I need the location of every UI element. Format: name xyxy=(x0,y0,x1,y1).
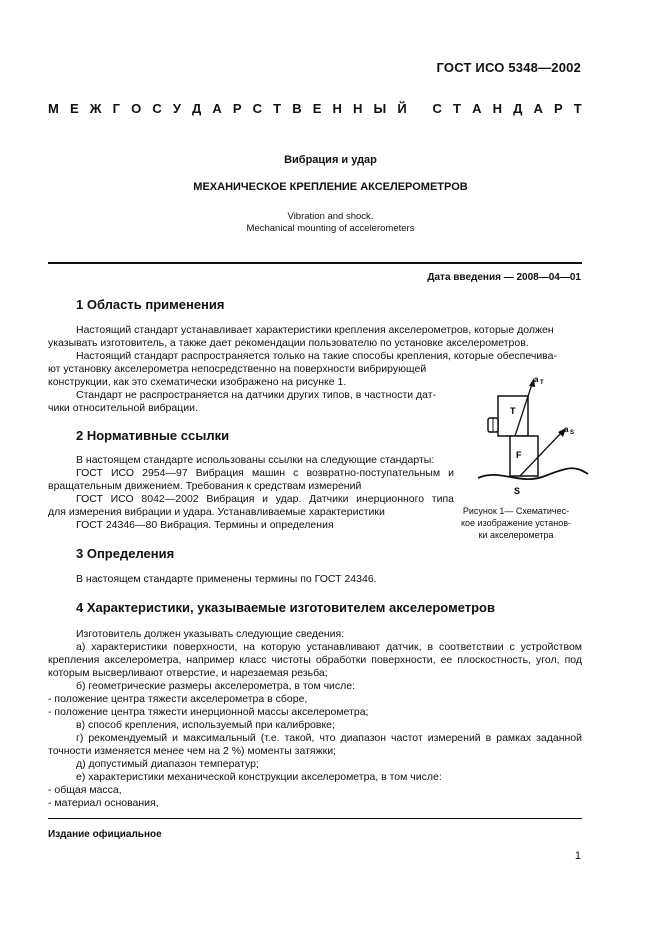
banner-letter: А xyxy=(533,101,543,116)
section-1-heading: 1 Область применения xyxy=(76,297,225,312)
banner-letter: Т xyxy=(453,101,461,116)
text-line: - положение центра тяжести акселерометра в сборе, xyxy=(48,693,308,705)
text-line: чики относительной вибрации. xyxy=(48,402,198,414)
mounting-base xyxy=(510,436,538,476)
caption-line: кое изображение установ- xyxy=(461,518,571,528)
banner-letter: Д xyxy=(192,101,202,116)
accelerometer-housing xyxy=(498,396,528,436)
section-3-heading: 3 Определения xyxy=(76,546,175,561)
text-line: В настоящем стандарте применены термины по ГОСТ 24346. xyxy=(76,573,377,585)
banner-letter: Д xyxy=(513,101,523,116)
text-line: а) характеристики поверхности, на которую устанавливают датчик, в соответствии с устройством xyxy=(76,641,582,653)
text-line: д) допустимый диапазон температур; xyxy=(76,758,259,770)
banner-letter: С xyxy=(252,101,263,116)
banner-letter: Ы xyxy=(373,101,387,116)
figure-1-caption xyxy=(446,505,586,541)
banner-letter: Ж xyxy=(89,101,102,116)
text-line: е) характеристики механической конструкции акселерометра, в том числе: xyxy=(76,771,442,783)
text-line: - общая масса, xyxy=(48,784,122,796)
text-line: указывать изготовитель, а также дает рекомендации пользователю по установке акселерометров. xyxy=(48,337,529,349)
label-f: F xyxy=(516,450,522,460)
text-line: точности изменяется менее чем на 2 %) моменты затяжки; xyxy=(48,745,336,757)
text-line: для измерения вибрации и удара. Устанавливаемые характеристики xyxy=(48,506,385,518)
banner-letter: Е xyxy=(69,101,79,116)
banner-letter: В xyxy=(292,101,302,116)
title-russian-main: МЕХАНИЧЕСКОЕ КРЕПЛЕНИЕ АКСЕЛЕРОМЕТРОВ xyxy=(193,181,468,193)
title-english-line2: Mechanical mounting of accelerometers xyxy=(246,223,415,234)
banner-letter: С xyxy=(152,101,162,116)
section-4-text xyxy=(48,628,582,810)
banner-letter: А xyxy=(212,101,222,116)
banner-letter: Р xyxy=(553,101,563,116)
text-line: которым высверливают отверстие, и нарезаемая резьба; xyxy=(48,667,328,679)
banner-letter: М xyxy=(48,101,59,116)
section-4-heading: 4 Характеристики, указываемые изготовителем акселерометров xyxy=(76,600,495,615)
text-line: ГОСТ 24346—80 Вибрация. Термины и определения xyxy=(76,519,334,531)
title-russian-short: Вибрация и удар xyxy=(284,154,377,166)
text-line: конструкции, как это схематически изображено на рисунке 1. xyxy=(48,376,347,388)
text-line: ГОСТ ИСО 8042—2002 Вибрация и удар. Датчики инерционного типа xyxy=(76,493,454,505)
official-edition-note: Издание официальное xyxy=(48,829,162,840)
label-s: S xyxy=(514,486,521,496)
label-a-t: a xyxy=(534,375,539,384)
text-line: ГОСТ ИСО 2954—97 Вибрация машин с возвратно-поступательным и xyxy=(76,467,454,479)
label-a-s: a xyxy=(564,425,569,434)
text-line: Настоящий стандарт устанавливает характеристики крепления акселерометров, которые должен xyxy=(76,324,554,336)
label-a-t-subscript: T xyxy=(540,380,544,386)
banner-letter: Н xyxy=(492,101,502,116)
footer-rule xyxy=(48,818,582,819)
banner-letter xyxy=(418,101,422,116)
section-2-heading: 2 Нормативные ссылки xyxy=(76,428,230,443)
text-line: в) способ крепления, используемый при калибровке; xyxy=(76,719,335,731)
header-rule xyxy=(48,262,582,264)
banner-letter: О xyxy=(131,101,142,116)
label-a-s-subscript: S xyxy=(570,430,575,436)
banner-letter: Й xyxy=(397,101,407,116)
label-t: T xyxy=(510,406,516,416)
banner-letter: Р xyxy=(232,101,242,116)
banner-letter: Н xyxy=(353,101,363,116)
banner-letter: Н xyxy=(332,101,342,116)
page-number: 1 xyxy=(574,850,581,862)
text-line: - положение центра тяжести инерционной массы акселерометра; xyxy=(48,706,369,718)
document-code: ГОСТ ИСО 5348—2002 xyxy=(436,60,581,75)
text-line: крепления акселерометра, например класс чистоты обработки поверхности, ее плоскостность, угол, под xyxy=(48,654,582,666)
banner-letter: А xyxy=(472,101,482,116)
banner-letter: Г xyxy=(112,101,120,116)
text-line: г) рекомендуемый и максимальный (т.е. такой, что диапазон частот измерений в рамках заданной xyxy=(76,732,582,744)
text-line: вращательным движением. Требования к средствам измерений xyxy=(48,480,362,492)
standard-type-banner xyxy=(48,101,582,116)
banner-letter: Т xyxy=(573,101,582,116)
text-line: ют установку акселерометра непосредственно на поверхности вибрирующей xyxy=(48,363,427,375)
section-2-text xyxy=(48,454,454,532)
banner-letter: У xyxy=(172,101,181,116)
text-line: В настоящем стандарте использованы ссылки на следующие стандарты: xyxy=(76,454,435,466)
banner-letter: Е xyxy=(312,101,322,116)
title-english-line1: Vibration and shock. xyxy=(287,211,374,222)
text-line: б) геометрические размеры акселерометра, в том числе: xyxy=(76,680,356,692)
banner-letter: С xyxy=(432,101,442,116)
section-3-text xyxy=(48,573,582,586)
figure-1-accelerometer-schematic xyxy=(470,368,590,500)
text-line: Стандарт не распространяется на датчики других типов, в частности дат- xyxy=(76,389,437,401)
banner-letter: Т xyxy=(273,101,282,116)
effective-date: Дата введения — 2008—04—01 xyxy=(427,272,581,283)
text-line: - материал основания, xyxy=(48,797,159,809)
caption-line: Рисунок 1— Схематичес- xyxy=(462,506,570,516)
text-line: Настоящий стандарт распространяется только на такие способы крепления, которые обеспечива- xyxy=(76,350,557,362)
text-line: Изготовитель должен указывать следующие сведения: xyxy=(76,628,345,640)
caption-line: ки акселерометра xyxy=(478,530,554,540)
